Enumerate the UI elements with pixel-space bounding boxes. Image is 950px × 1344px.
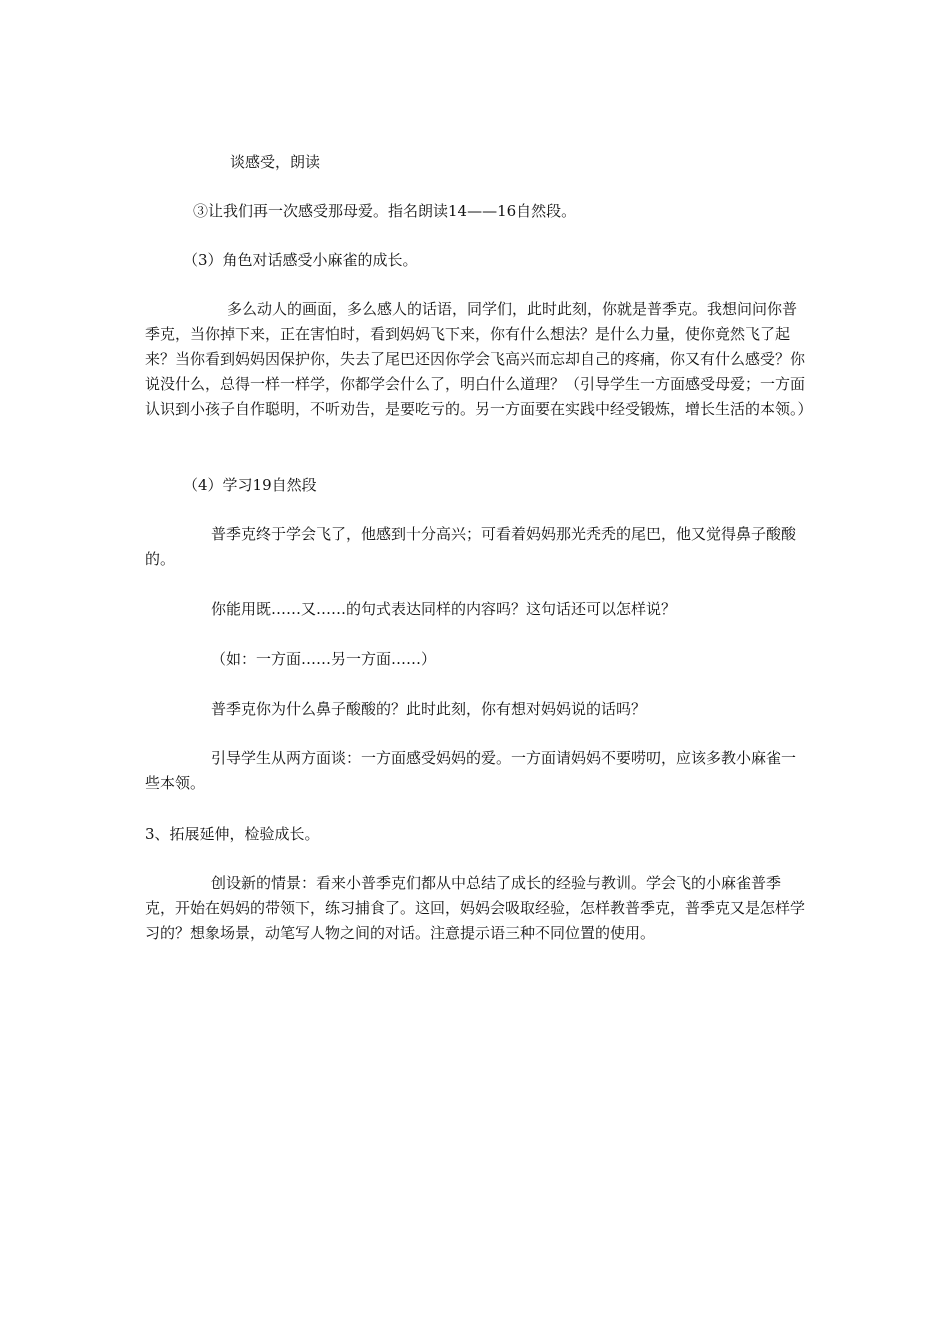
paragraph-puzike-flies: 普季克终于学会飞了，他感到十分高兴；可看着妈妈那光秃秃的尾巴，他又觉得鼻子酸酸的。	[145, 525, 797, 568]
paragraph-question-to-puzike: 普季克你为什么鼻子酸酸的？此时此刻，你有想对妈妈说的话吗？	[211, 700, 647, 718]
paragraph-heading-extension: 3、拓展延伸，检验成长。	[145, 825, 320, 843]
paragraph-example-pattern: （如：一方面……另一方面……）	[211, 650, 437, 668]
paragraph-role-dialogue-body: 多么动人的画面，多么感人的话语，同学们，此时此刻，你就是普季克。我想问问你普季克，当你掉下来，正在害怕时，看到妈妈飞下来，你有什么想法？是什么力量，使你竟然飞了起来？当你看到妈妈因保护你，失去了尾巴还因你学会飞高兴而忘却自己的疼痛，你又有什么感受？你说没什么，总得一样一样学，你都学会什么了，明白什么道理？（引导学生一方面感受母爱；一方面认识到小孩子自作聪明，不听劝告，是要吃亏的。另一方面要在实践中经受锻炼，增长生活的本领。）	[145, 300, 813, 418]
paragraph-new-scenario: 创设新的情景：看来小普季克们都从中总结了成长的经验与教训。学会飞的小麻雀普季克，开始在妈妈的带领下，练习捕食了。这回，妈妈会吸取经验，怎样教普季克，普季克又是怎样学习的？想象场景，动笔写人物之间的对话。注意提示语三种不同位置的使用。	[145, 874, 806, 942]
paragraph-read-aloud: ③让我们再一次感受那母爱。指名朗读14——16自然段。	[193, 202, 577, 220]
paragraph-heading-role-dialogue: （3）角色对话感受小麻雀的成长。	[183, 251, 418, 269]
paragraph-sentence-pattern: 你能用既……又……的句式表达同样的内容吗？这句话还可以怎样说？	[211, 600, 677, 618]
paragraph-talk-feelings: 谈感受，朗读	[230, 153, 321, 171]
paragraph-heading-study-19: （4）学习19自然段	[183, 476, 317, 494]
paragraph-guide-two-aspects: 引导学生从两方面谈：一方面感受妈妈的爱。一方面请妈妈不要唠叨，应该多教小麻雀一些本领。	[145, 749, 797, 792]
